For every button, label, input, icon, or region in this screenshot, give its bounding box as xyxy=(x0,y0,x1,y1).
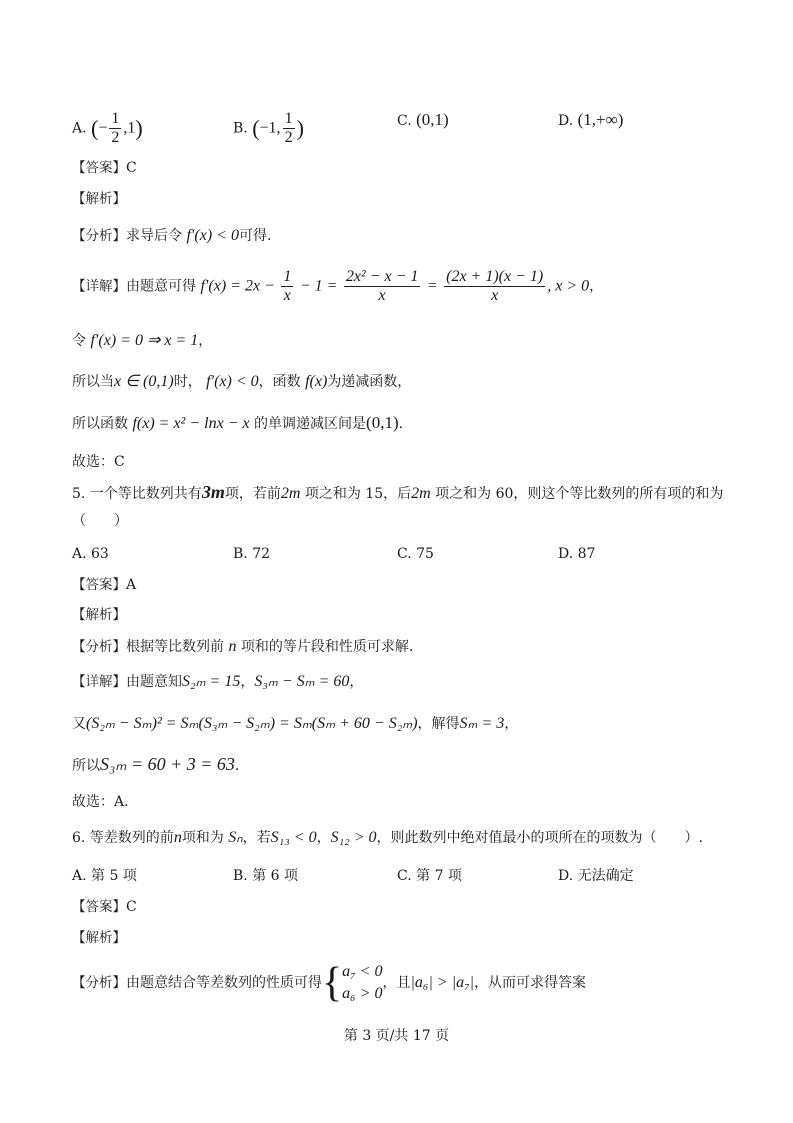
suoyi-line-1 xyxy=(72,372,411,392)
xiangjie-tag: 【详解】 xyxy=(72,674,126,690)
text: 由题意结合等差数列的性质可得 xyxy=(126,975,322,991)
q5-suoyi-line xyxy=(72,754,239,776)
suoyi-line-2 xyxy=(72,413,403,434)
q5-fenxi-line xyxy=(72,637,413,657)
text: 所以函数 xyxy=(72,416,128,432)
q5-guxuan-line xyxy=(72,792,129,812)
math: Sₘ = 3 xyxy=(459,715,505,732)
text: 由题意知 xyxy=(126,674,182,690)
text: ，解得 xyxy=(417,716,460,732)
option-text: C. 第 7 项 xyxy=(397,868,462,884)
answer-value: A xyxy=(126,577,137,593)
numerator: 1 xyxy=(284,110,293,127)
math: −1, xyxy=(259,119,281,137)
math: f(x) xyxy=(305,373,328,390)
math: 2m xyxy=(411,485,431,502)
q5-option-b xyxy=(233,544,270,564)
q6-option-c xyxy=(397,866,462,886)
text: 令 xyxy=(72,333,86,349)
fenxi-tag: 【分析】 xyxy=(72,228,126,244)
text: ，从而可求得答案 xyxy=(474,975,587,991)
page-footer: 第 3 页/共 17 页 xyxy=(343,1028,450,1044)
text: 根据等比数列前 xyxy=(126,639,224,655)
denominator: x xyxy=(283,287,291,304)
text: 为递减函数， xyxy=(327,374,412,390)
answer-value: C xyxy=(126,160,137,176)
math: f′(x) < 0 xyxy=(186,227,239,244)
xiangjie-line xyxy=(72,268,603,305)
text: 时， xyxy=(173,374,202,390)
option-b xyxy=(233,110,304,147)
option-text: A. 63 xyxy=(72,546,109,562)
text: 所以 xyxy=(72,758,100,774)
q6-option-b xyxy=(233,866,298,886)
fenxi-tag: 【分析】 xyxy=(72,639,126,655)
math: 2m xyxy=(280,485,301,502)
option-text: C. 75 xyxy=(397,546,434,562)
text: 5. 一个等比数列共有 xyxy=(72,486,202,502)
numerator: 1 xyxy=(283,268,292,285)
math: = xyxy=(426,277,438,295)
text: 故选：C xyxy=(72,454,125,470)
fenxi-line xyxy=(72,226,271,246)
option-label: A. xyxy=(72,120,87,137)
equation-system xyxy=(342,961,382,1005)
text: 项和为 xyxy=(181,830,224,846)
math: f′(x) = 2x − xyxy=(200,277,275,295)
text: ，则此数列中绝对值最小的项所在的项数为（ ）. xyxy=(376,830,703,846)
text: 项之和为 15，后 xyxy=(304,486,412,502)
math: (S₂ₘ − Sₘ)² = Sₘ(S₃ₘ − S₂ₘ) = Sₘ(Sₘ + 60 − S₂ₘ) xyxy=(86,715,418,732)
math: (0,1) xyxy=(366,413,399,432)
text: ， xyxy=(240,674,255,690)
math: ,1 xyxy=(123,119,136,137)
guxuan-line xyxy=(72,452,125,472)
q5-xiangjie-line xyxy=(72,672,363,692)
q6-answer-line xyxy=(72,897,137,917)
paren: ( xyxy=(252,115,260,141)
math: x ∈ (0,1) xyxy=(114,373,174,390)
math: f′(x) = 0 ⇒ x = 1 xyxy=(90,332,199,349)
math: − 1 = xyxy=(299,277,338,295)
answer-tag: 【答案】 xyxy=(72,899,126,915)
numerator: 1 xyxy=(111,110,120,127)
math: n xyxy=(228,638,237,655)
fraction xyxy=(444,268,545,305)
paren: ( xyxy=(91,115,99,141)
math: f′(x) < 0 xyxy=(206,373,259,390)
q5-option-a xyxy=(72,544,109,564)
math: (1,+∞) xyxy=(577,110,624,129)
fraction xyxy=(283,110,295,147)
text: . xyxy=(234,758,240,774)
text: ， xyxy=(316,830,331,846)
fraction xyxy=(109,110,121,147)
option-label: C. xyxy=(397,113,412,129)
paren: ) xyxy=(296,115,304,141)
answer-tag: 【答案】 xyxy=(72,577,126,593)
math: S₁₂ > 0 xyxy=(330,829,377,846)
fraction xyxy=(344,268,421,305)
text: 故选：A. xyxy=(72,794,129,810)
text: 可得. xyxy=(238,228,272,244)
option-text: A. 第 5 项 xyxy=(72,868,137,884)
fraction xyxy=(281,268,293,305)
q5-answer-line xyxy=(72,575,136,595)
q5-option-d xyxy=(558,544,595,564)
denominator: x xyxy=(378,287,386,304)
answer-value: C xyxy=(126,899,137,915)
analysis-tag: 【解析】 xyxy=(72,930,126,946)
text: 又 xyxy=(72,716,86,732)
q6-analysis-line xyxy=(72,928,126,948)
text: 项，若前 xyxy=(224,486,281,502)
denominator: 2 xyxy=(111,129,120,146)
text: ， xyxy=(589,278,604,295)
text: 的单调递减区间是 xyxy=(254,416,367,432)
text: ， xyxy=(504,716,519,732)
math: S₁₃ < 0 xyxy=(270,829,317,846)
xiangjie-tag: 【详解】 xyxy=(72,278,126,295)
math: n xyxy=(173,829,182,846)
math: S₂ₘ = 15 xyxy=(182,673,241,690)
option-label: B. xyxy=(233,120,248,137)
q6-fenxi-line xyxy=(72,960,586,1006)
math: (0,1) xyxy=(416,110,449,129)
q5-option-c xyxy=(397,544,434,564)
math: |a₆| > |a₇| xyxy=(410,974,475,991)
option-text: D. 87 xyxy=(558,546,596,562)
math: f(x) = x² − lnx − x xyxy=(132,415,250,432)
option-label: D. xyxy=(558,113,574,129)
q6-stem xyxy=(72,828,703,848)
q5-analysis-line xyxy=(72,605,126,625)
text: （ ） xyxy=(72,513,128,529)
math: S₃ₘ − Sₘ = 60 xyxy=(254,673,350,690)
q6-option-a xyxy=(72,866,137,886)
text: 求导后令 xyxy=(126,228,182,244)
math: , x > 0 xyxy=(547,277,590,295)
text: . xyxy=(398,416,404,432)
answer-line xyxy=(72,158,137,178)
text: 6. 等差数列的前 xyxy=(72,830,174,846)
q5-stem-paren xyxy=(72,511,128,531)
text: ， xyxy=(349,674,364,690)
q6-option-d xyxy=(558,866,634,886)
numerator: (2x + 1)(x − 1) xyxy=(446,268,544,285)
option-d xyxy=(558,110,623,131)
text: ， xyxy=(198,333,213,349)
option-a xyxy=(72,110,143,147)
text: 项之和为 60，则这个等比数列的所有项的和为 xyxy=(435,486,724,502)
math: 3m xyxy=(201,482,225,502)
text: 项和的等片段和性质可求解. xyxy=(240,639,414,655)
denominator: x xyxy=(491,287,499,304)
text: ，若 xyxy=(242,830,271,846)
text: ，且 xyxy=(382,975,411,991)
analysis-tag: 【解析】 xyxy=(72,191,126,207)
option-text: B. 72 xyxy=(233,546,271,562)
equation: a₆ > 0 xyxy=(342,985,383,1002)
option-text: D. 无法确定 xyxy=(558,868,634,884)
text: ，函数 xyxy=(258,374,301,390)
q5-stem xyxy=(72,482,723,504)
option-text: B. 第 6 项 xyxy=(233,868,298,884)
math: − xyxy=(98,119,108,137)
answer-tag: 【答案】 xyxy=(72,160,126,176)
fenxi-tag: 【分析】 xyxy=(72,975,126,991)
text: 所以当 xyxy=(72,374,114,390)
analysis-line xyxy=(72,189,126,209)
brace: { xyxy=(322,960,343,1006)
paren: ) xyxy=(135,115,143,141)
text: 由题意可得 xyxy=(126,278,196,295)
math: S₃ₘ = 60 + 3 = 63 xyxy=(100,754,235,774)
ling-line xyxy=(72,331,212,351)
option-c xyxy=(397,110,449,131)
math: Sₙ xyxy=(228,829,243,846)
equation: a₇ < 0 xyxy=(342,963,383,980)
q5-you-line xyxy=(72,714,518,734)
numerator: 2x² − x − 1 xyxy=(345,268,419,285)
denominator: 2 xyxy=(284,129,293,146)
analysis-tag: 【解析】 xyxy=(72,607,126,623)
